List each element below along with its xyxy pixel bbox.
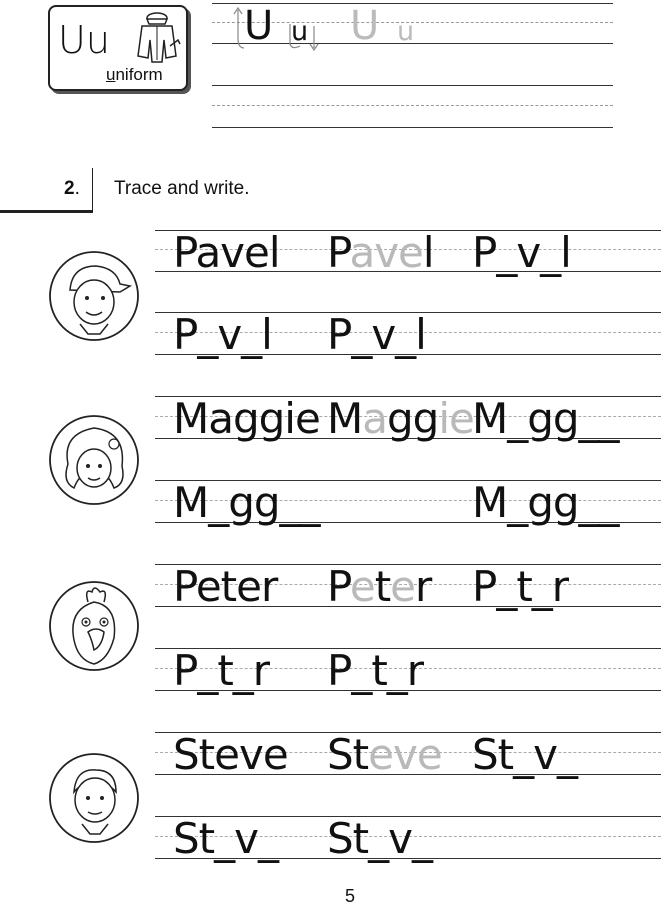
parrot-icon	[48, 580, 140, 672]
letter-card	[48, 5, 188, 91]
trace-lower-u: u	[397, 16, 415, 47]
word-blank: P_t_r	[472, 562, 569, 611]
word-blank: P_v_l	[472, 228, 571, 277]
top-line-4	[212, 127, 613, 128]
exercise-instruction: Trace and write.	[114, 178, 250, 199]
word-model: Steve	[173, 730, 288, 779]
page-number: 5	[345, 886, 356, 906]
word-trace: Pavel	[327, 228, 434, 277]
word-trace: Peter	[327, 562, 432, 611]
exercise-number: 2.	[64, 178, 80, 199]
word-blank: M_gg__	[173, 478, 320, 527]
word-trace: Steve	[327, 730, 442, 779]
boy-icon	[48, 752, 140, 844]
demo-upper-u: U	[244, 3, 274, 49]
word-model: Maggie	[173, 394, 320, 443]
word-blank: St_v_	[173, 814, 278, 863]
word-blank: P_t_r	[173, 646, 270, 695]
card-word: uniform	[106, 65, 163, 84]
top-line-3	[212, 85, 613, 86]
word-blank: M_gg__	[472, 394, 619, 443]
word-blank: M_gg__	[472, 478, 619, 527]
word-blank: P_v_l	[327, 310, 426, 359]
stroke-arrows-icon	[230, 4, 330, 52]
card-letters: Uu	[58, 18, 110, 62]
demo-lower-u: u	[291, 16, 309, 47]
word-model: Pavel	[173, 228, 280, 277]
girl-curly-icon	[48, 414, 140, 506]
word-trace: Maggie	[327, 394, 474, 443]
word-model: Peter	[173, 562, 278, 611]
boy-cap-icon	[48, 250, 140, 342]
word-blank: St_v_	[327, 814, 432, 863]
word-blank: P_t_r	[327, 646, 424, 695]
trace-upper-u: U	[350, 3, 380, 49]
word-blank: St_v_	[472, 730, 577, 779]
uniform-icon	[132, 10, 182, 64]
top-dash-2	[212, 105, 613, 106]
word-blank: P_v_l	[173, 310, 272, 359]
